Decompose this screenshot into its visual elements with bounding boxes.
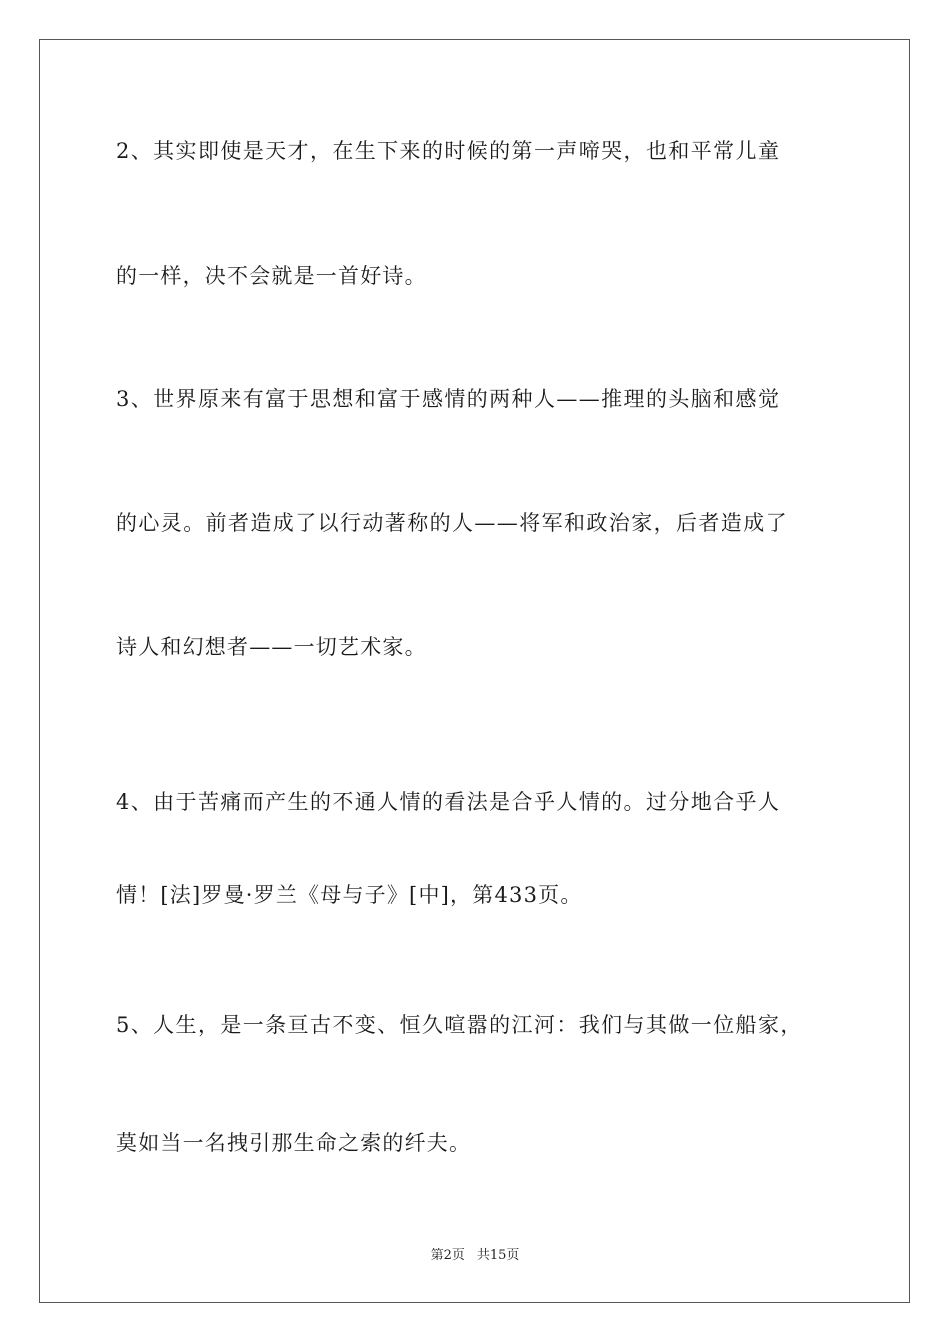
text-line-4: 的心灵。前者造成了以行动著称的人——将军和政治家，后者造成了 [116,511,788,535]
text-line-3: 3、世界原来有富于思想和富于感情的两种人——推理的头脑和感觉 [116,387,781,411]
text-line-6: 4、由于苦痛而产生的不通人情的看法是合乎人情的。过分地合乎人 [116,790,781,814]
page-border [39,39,910,1303]
page-number: 第2页 [430,1248,465,1263]
text-line-7: 情！[法]罗曼·罗兰《母与子》[中]，第433页。 [116,883,583,907]
text-line-1: 2、其实即使是天才，在生下来的时候的第一声啼哭，也和平常儿童 [116,139,781,163]
page-footer [0,1246,950,1266]
page-total: 共15页 [476,1248,520,1263]
text-line-5: 诗人和幻想者——一切艺术家。 [116,635,427,659]
text-line-9: 莫如当一名拽引那生命之索的纤夫。 [116,1131,472,1155]
text-line-8: 5、人生，是一条亘古不变、恒久喧嚣的江河：我们与其做一位船家， [116,1013,803,1037]
text-line-2: 的一样，决不会就是一首好诗。 [116,264,427,288]
